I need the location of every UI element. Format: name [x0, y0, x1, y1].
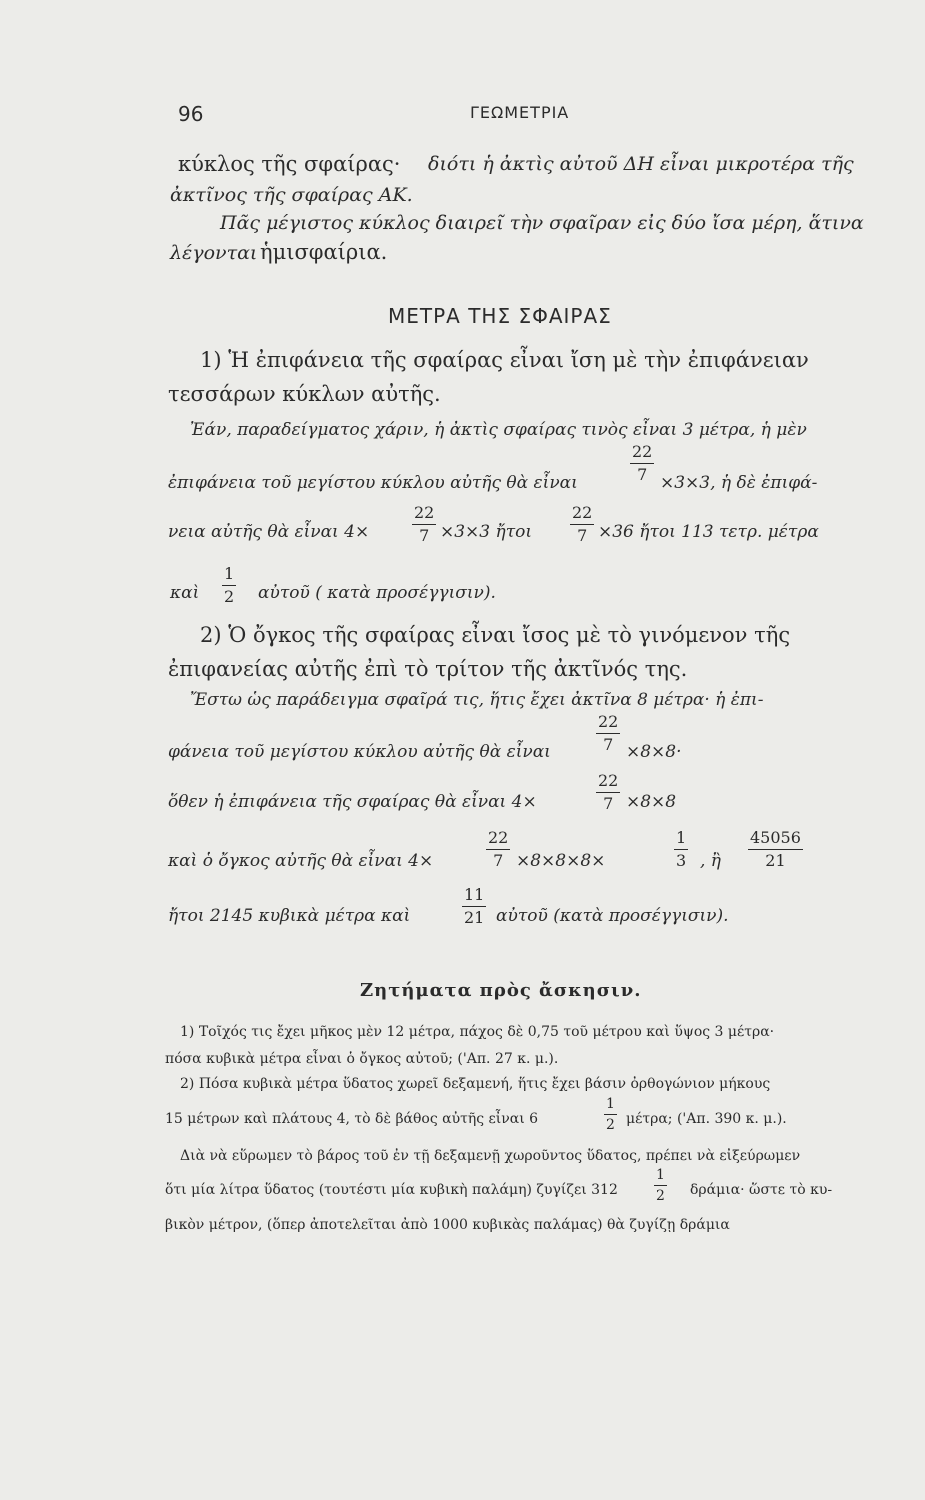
intro-line-1a: κύκλος τῆς σφαίρας·: [178, 152, 401, 176]
rule1-example-line-2a: ἐπιφάνεια τοῦ μεγίστου κύκλου αὐτῆς θὰ εἶναι: [168, 473, 578, 493]
exercises-heading: Ζητήματα πρὸς ἄσκησιν.: [360, 980, 642, 1001]
fraction-22-7: $\frac{22}{7}$: [598, 771, 619, 813]
rule2-example-line-2b: ×8×8·: [626, 742, 682, 762]
rule1-example-line-3c: ×36 ἤτοι 113 τετρ. μέτρα: [598, 522, 819, 542]
rule2-line-1: 2) Ὁ ὄγκος τῆς σφαίρας εἶναι ἴσος μὲ τὸ γινόμενον τῆς: [200, 623, 791, 647]
fraction-1-2: $\frac{1}{2}$: [224, 564, 235, 606]
exercise-paragraph-line-2b: δράμια· ὥστε τὸ κυ-: [690, 1182, 833, 1198]
rule1-example-line-3a: νεια αὐτῆς θὰ εἶναι 4×: [168, 522, 370, 542]
intro-line-4a: λέγονται: [170, 242, 258, 264]
rule2-example-line-4b: ×8×8×8×: [516, 851, 606, 871]
rule2-example-line-2a: φάνεια τοῦ μεγίστου κύκλου αὐτῆς θὰ εἶναι: [168, 742, 551, 762]
fraction-1-2: $\frac{1}{2}$: [606, 1096, 615, 1133]
fraction-22-7: $\frac{22}{7}$: [488, 828, 509, 870]
fraction-1-2: $\frac{1}{2}$: [656, 1167, 665, 1204]
exercise-2-line-1: 2) Πόσα κυβικὰ μέτρα ὕδατος χωρεῖ δεξαμενή, ἥτις ἔχει βάσιν ὀρθογώνιον μήκους: [180, 1076, 771, 1092]
intro-line-2: ἀκτῖνος τῆς σφαίρας ΑΚ.: [170, 184, 413, 206]
fraction-22-7: $\frac{22}{7}$: [414, 503, 435, 545]
exercise-1-line-2: πόσα κυβικὰ μέτρα εἶναι ὁ ὄγκος αὐτοῦ; ('Απ. 27 κ. μ.).: [165, 1051, 559, 1067]
fraction-22-7: $\frac{22}{7}$: [598, 712, 619, 754]
rule2-example-line-4c: , ἢ: [700, 851, 721, 871]
rule1-example-line-3b: ×3×3 ἤτοι: [440, 522, 533, 542]
intro-line-4b: ἡμισφαίρια.: [260, 240, 388, 264]
fraction-22-7: $\frac{22}{7}$: [632, 442, 653, 484]
rule1-example-line-2b: ×3×3, ἡ δὲ ἐπιφά-: [660, 473, 818, 493]
rule1-line-1: 1) Ἡ ἐπιφάνεια τῆς σφαίρας εἶναι ἴση μὲ τὴν ἐπιφάνειαν: [200, 348, 809, 372]
exercise-2-line-2a: 15 μέτρων καὶ πλάτους 4, τὸ δὲ βάθος αὐτῆς εἶναι 6: [165, 1111, 539, 1127]
rule2-example-line-5b: αὐτοῦ (κατὰ προσέγγισιν).: [496, 906, 729, 926]
intro-line-1b: διότι ἡ ἀκτὶς αὐτοῦ ΔΗ εἶναι μικροτέρα τῆς: [428, 153, 854, 175]
exercise-2-line-2b: μέτρα; ('Απ. 390 κ. μ.).: [626, 1111, 787, 1127]
section-title: ΜΕΤΡΑ ΤΗΣ ΣΦΑΙΡΑΣ: [388, 304, 612, 328]
running-title: ΓΕΩΜΕΤΡΙΑ: [470, 103, 570, 122]
exercise-paragraph-line-2a: ὅτι μία λίτρα ὕδατος (τουτέστι μία κυβικὴ παλάμη) ζυγίζει 312: [165, 1182, 618, 1198]
page-number: 96: [178, 102, 204, 126]
intro-line-3: Πᾶς μέγιστος κύκλος διαιρεῖ τὴν σφαῖραν εἰς δύο ἴσα μέρη, ἅτινα: [220, 212, 864, 234]
rule2-line-2: ἐπιφανείας αὐτῆς ἐπὶ τὸ τρίτον τῆς ἀκτῖνός της.: [168, 657, 688, 681]
rule1-example-line-4b: αὐτοῦ ( κατὰ προσέγγισιν).: [258, 583, 496, 603]
exercise-paragraph-line-1: Διὰ νὰ εὕρωμεν τὸ βάρος τοῦ ἐν τῇ δεξαμενῇ χωροῦντος ὕδατος, πρέπει νὰ εἰξεύρωμεν: [180, 1148, 801, 1164]
fraction-1-3: $\frac{1}{3}$: [676, 828, 687, 870]
exercise-paragraph-line-3: βικὸν μέτρον, (ὅπερ ἀποτελεῖται ἀπὸ 1000 κυβικὰς παλάμας) θὰ ζυγίζῃ δράμια: [165, 1217, 730, 1233]
fraction-22-7: $\frac{22}{7}$: [572, 503, 593, 545]
rule2-example-line-1: Ἔστω ὡς παράδειγμα σφαῖρά τις, ἥτις ἔχει ἀκτῖνα 8 μέτρα· ἡ ἐπι-: [190, 690, 764, 710]
rule1-example-line-1: Ἐάν, παραδείγματος χάριν, ἡ ἀκτὶς σφαίρας τινὸς εἶναι 3 μέτρα, ἡ μὲν: [190, 420, 807, 440]
rule1-example-line-4a: καὶ: [170, 583, 200, 603]
rule2-example-line-3b: ×8×8: [626, 792, 677, 812]
rule2-example-line-4a: καὶ ὁ ὄγκος αὐτῆς θὰ εἶναι 4×: [168, 851, 434, 871]
rule2-example-line-3a: ὅθεν ἡ ἐπιφάνεια τῆς σφαίρας θὰ εἶναι 4×: [168, 792, 537, 812]
exercise-1-line-1: 1) Τοῖχός τις ἔχει μῆκος μὲν 12 μέτρα, πάχος δὲ 0,75 τοῦ μέτρου καὶ ὕψος 3 μέτρα·: [180, 1024, 775, 1040]
fraction-45056-21: $\frac{45056}{21}$: [750, 828, 801, 870]
rule1-line-2: τεσσάρων κύκλων αὐτῆς.: [168, 382, 441, 406]
fraction-11-21: $\frac{11}{21}$: [464, 885, 485, 927]
rule2-example-line-5a: ἤτοι 2145 κυβικὰ μέτρα καὶ: [168, 906, 411, 926]
